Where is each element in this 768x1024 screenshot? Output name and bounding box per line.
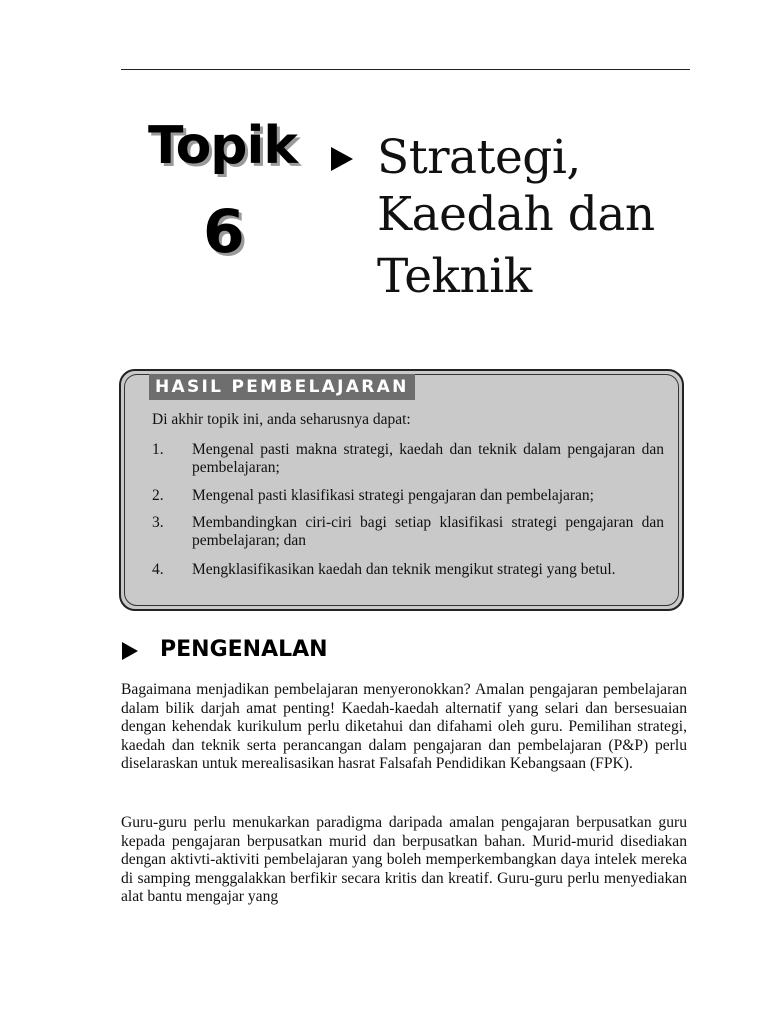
outcome-item-1 xyxy=(152,441,664,477)
outcome-item-text: Mengenal pasti makna strategi, kaedah dan teknik dalam pengajaran dan pembelajaran; xyxy=(192,441,664,476)
outcome-item-text: Mengenal pasti klasifikasi strategi pengajaran dan pembelajaran; xyxy=(192,487,594,504)
triangle-right-icon xyxy=(121,641,139,661)
topic-title-line-1: Strategi, xyxy=(377,130,581,185)
outcome-item-text: Mengklasifikasikan kaedah dan teknik mengikut strategi yang betul. xyxy=(192,561,616,578)
outcome-item-number: 3. xyxy=(152,514,164,531)
learning-outcomes-heading: HASIL PEMBELAJARAN xyxy=(149,374,415,400)
topic-title-line-3: Teknik xyxy=(377,249,532,304)
outcome-item-2 xyxy=(152,487,664,505)
learning-outcomes-intro: Di akhir topik ini, anda seharusnya dapat: xyxy=(152,411,411,428)
outcome-item-4 xyxy=(152,561,664,597)
outcome-item-text: Membandingkan ciri-ciri bagi setiap klasifikasi strategi pengajaran dan pembelajaran; dan xyxy=(192,514,664,549)
topic-title-line-2: Kaedah dan xyxy=(377,187,655,242)
outcome-item-3 xyxy=(152,514,664,550)
section-heading: PENGENALAN xyxy=(160,637,328,662)
outcome-item-number: 4. xyxy=(152,561,164,578)
topic-label: Topik xyxy=(148,116,297,176)
top-rule xyxy=(121,69,690,70)
outcome-item-number: 2. xyxy=(152,487,164,504)
topic-number: 6 xyxy=(203,197,245,267)
paragraph-2: Guru-guru perlu menukarkan paradigma daripada amalan pengajaran berpusatkan guru kepada pengajaran berpusatkan murid dan berpusatkan bahan. Murid-murid disediakan dengan aktivti-aktiviti pembelajaran yang boleh memperkembangkan daya intelek mereka di samping menggalakkan berfikir secara kritis dan kreatif. Guru-guru perlu menyediakan alat bantu mengajar yang xyxy=(121,814,687,906)
triangle-right-icon xyxy=(330,146,354,172)
outcome-item-number: 1. xyxy=(152,441,164,458)
paragraph-1: Bagaimana menjadikan pembelajaran menyeronokkan? Amalan pengajaran pembelajaran dalam bilik darjah amat penting! Kaedah-kaedah alternatif yang selari dan bersesuaian dengan kehendak kurikulum perlu diketahui dan difahami oleh guru. Pemilihan strategi, kaedah dan teknik serta perancangan dalam pengajaran dan pembelajaran (P&P) perlu diselaraskan untuk merealisasikan hasrat Falsafah Pendidikan Kebangsaan (FPK). xyxy=(121,681,687,773)
